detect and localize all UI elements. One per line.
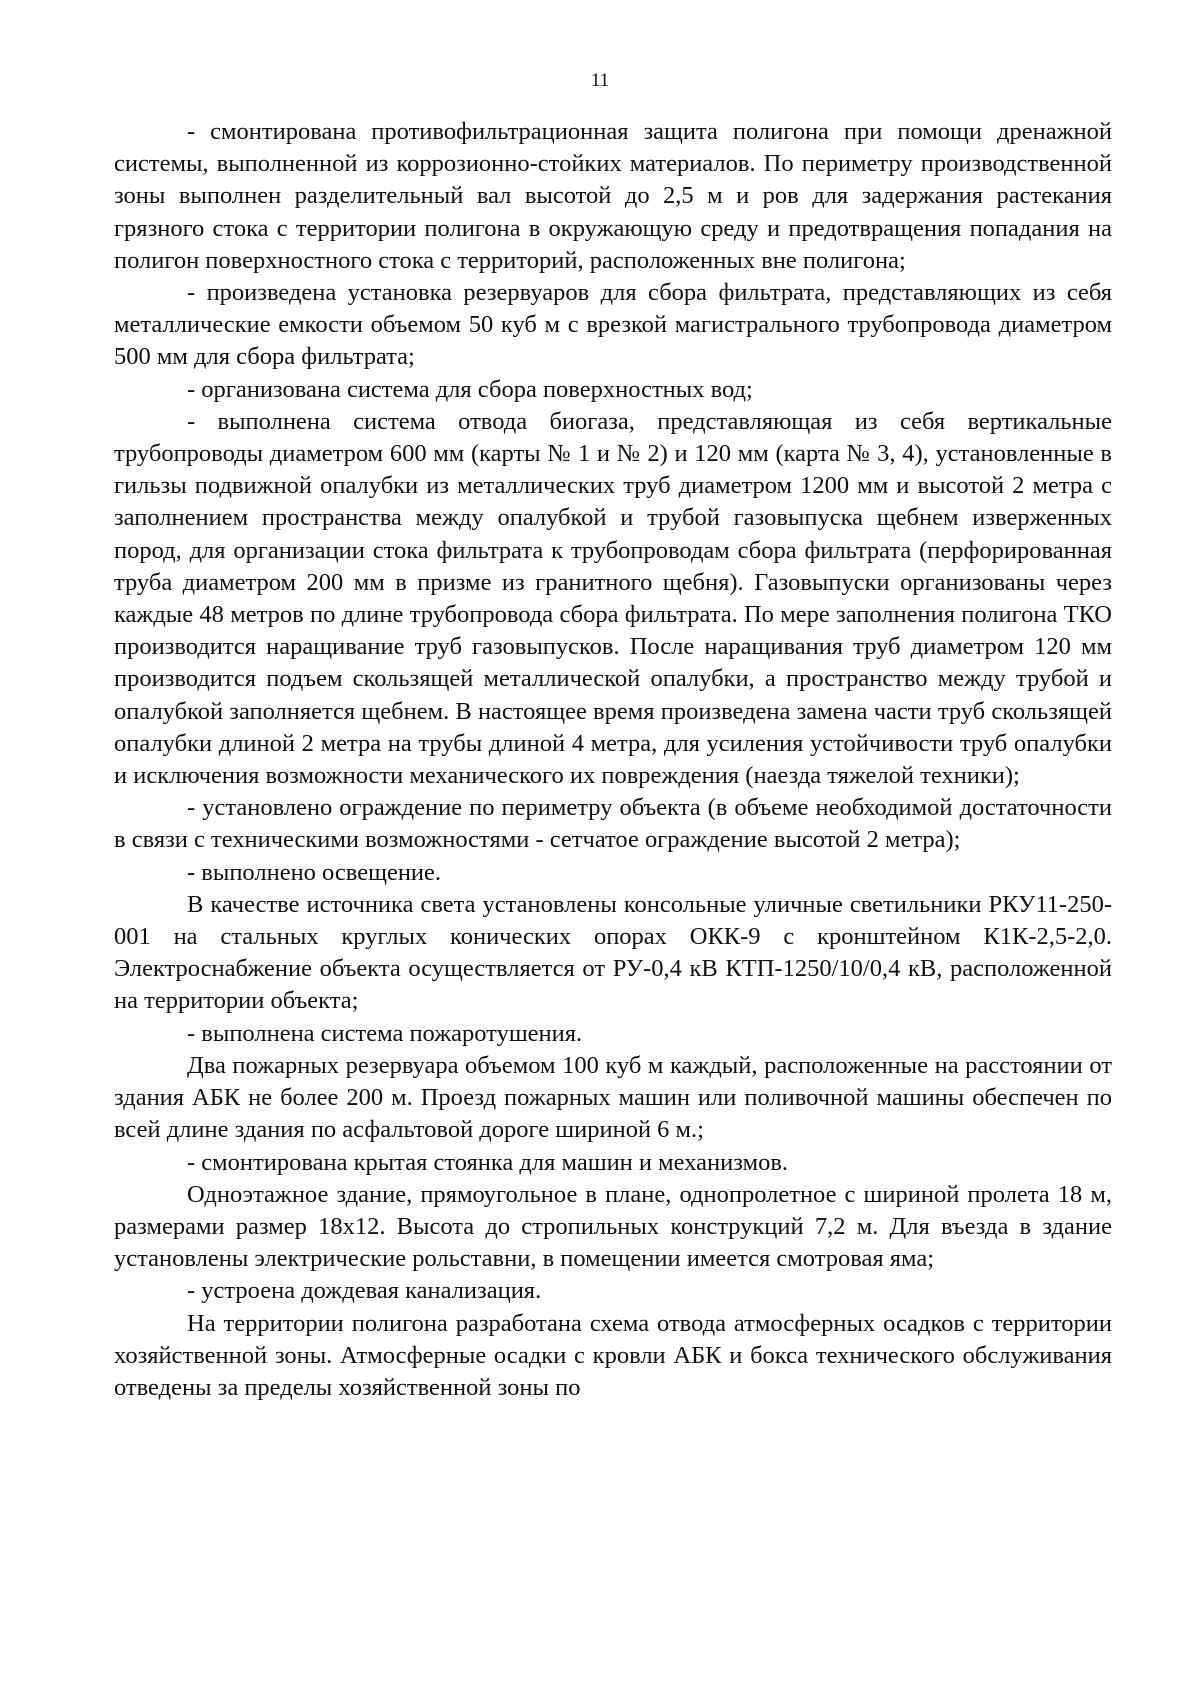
paragraph-rain-sewer: - устроена дождевая канализация.	[187, 1277, 542, 1305]
paragraph-parking-building: Одноэтажное здание, прямоугольное в плане, однопролетное с шириной пролета 18 м, размерами размер 18х12. Высота до стропильных конструкций 7,2 м. Для въезда в здание установлены электрические рольставни, в помещении имеется смотровая яма;	[114, 1180, 1112, 1273]
paragraph-lighting-details: В качестве источника света установлены консольные уличные светильники РКУ11-250-001 на стальных круглых конических опорах ОКК-9 с кронштейном К1К-2,5-2,0. Электроснабжение объекта осуществляется от РУ-0,4 кВ КТП-1250/10/0,4 кВ, расположенной на территории объекта;	[114, 890, 1112, 1015]
paragraph-parking: - смонтирована крытая стоянка для машин и механизмов.	[187, 1148, 789, 1176]
paragraph-biogas-system: - выполнена система отвода биогаза, представляющая из себя вертикальные трубопроводы диаметром 600 мм (карты № 1 и № 2) и 120 мм (карта № 3, 4), установленные в гильзы подвижной опалубки из металлических труб диаметром 1200 мм и высотой 2 метра с заполнением пространства между опалубкой и трубой газовыпуска щебнем изверженных пород, для организации стока фильтрата к трубопроводам сбора фильтрата (перфорированная труба диаметром 200 мм в призме из гранитного щебня). Газовыпуски организованы через каждые 48 метров по длине трубопровода сбора фильтрата. По мере заполнения полигона ТКО производится наращивание труб газовыпусков. После наращивания труб диаметром 120 мм производится подъем скользящей металлической опалубки, а пространство между трубой и опалубкой заполняется щебнем. В настоящее время произведена замена части труб скользящей опалубки длиной 2 метра на трубы длиной 4 метра, для усиления устойчивости труб опалубки и исключения возможности механического их повреждения (наезда тяжелой техники);	[114, 407, 1112, 790]
paragraph-fence: - установлено ограждение по периметру объекта (в объеме необходимой достаточности в связи с техническими возможностями - сетчатое ограждение высотой 2 метра);	[114, 794, 1112, 854]
paragraph-lighting: - выполнено освещение.	[187, 858, 442, 886]
paragraph-fire-system: - выполнена система пожаротушения.	[187, 1019, 583, 1047]
paragraph-antifiltration: - смонтирована противофильтрационная защита полигона при помощи дренажной системы, выполненной из коррозионно-стойких материалов. По периметру производственной зоны выполнен разделительный вал высотой до 2,5 м и ров для задержания растекания грязного стока с территории полигона в окружающую среду и предотвращения попадания на полигон поверхностного стока с территорий, расположенных вне полигона;	[114, 118, 1112, 274]
paragraph-fire-reservoirs: Два пожарных резервуара объемом 100 куб м каждый, расположенные на расстоянии от здания АБК не более 200 м. Проезд пожарных машин или поливочной машины обеспечен по всей длине здания по асфальтовой дороге шириной 6 м.;	[114, 1051, 1112, 1144]
paragraph-drainage-scheme: На территории полигона разработана схема отвода атмосферных осадков с территории хозяйственной зоны. Атмосферные осадки с кровли АБК и бокса технического обслуживания отведены за пределы хозяйственной зоны по	[114, 1309, 1112, 1401]
paragraph-surface-water: - организована система для сбора поверхностных вод;	[187, 375, 753, 403]
page-number: 11	[590, 70, 610, 91]
document-body	[114, 116, 1112, 1404]
paragraph-filtrate-reservoirs: - произведена установка резервуаров для сбора фильтрата, представляющих из себя металлические емкости объемом 50 куб м с врезкой магистрального трубопровода диаметром 500 мм для сбора фильтрата;	[114, 279, 1112, 371]
